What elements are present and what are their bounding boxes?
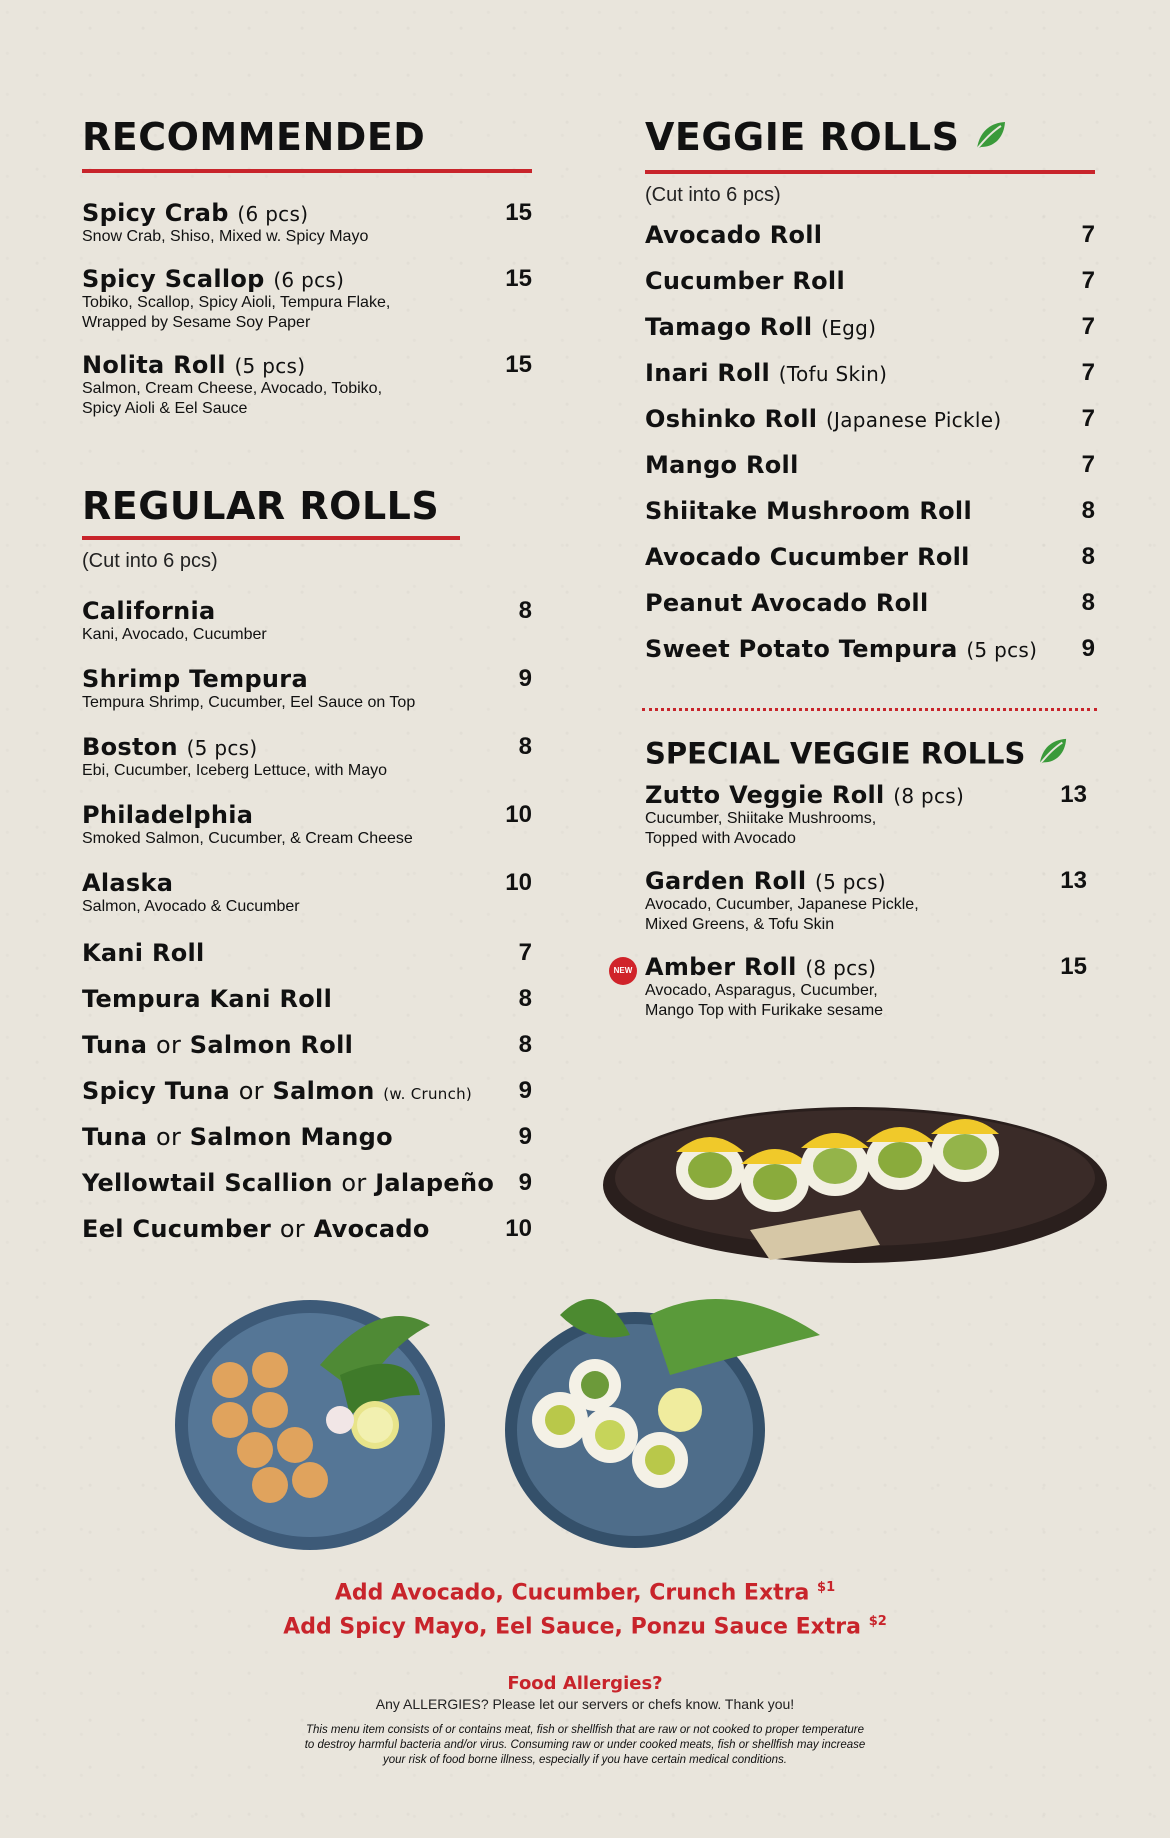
item-name: Shiitake Mushroom Roll xyxy=(645,496,972,525)
disclaimer: This menu item consists of or contains meat, fish or shellfish that are raw or not cooked to proper temperature to destroy harmful bacteria and/or virus. Consuming raw or under cooked meats, fish or shellfish may increase your risk of food borne illness, especially if you have certain medical conditions. xyxy=(304,1724,866,1766)
item-desc: Topped with Avocado xyxy=(645,830,796,847)
menu-item xyxy=(82,939,532,967)
item-name: Oshinko Roll xyxy=(645,404,818,433)
menu-item xyxy=(82,1031,532,1059)
menu-item xyxy=(82,985,532,1013)
item-size: (6 pcs) xyxy=(273,268,345,292)
item-name: Peanut Avocado Roll xyxy=(645,588,929,617)
item-name-a: Tuna xyxy=(82,1123,148,1151)
item-price: 15 xyxy=(505,265,532,292)
or-word: or xyxy=(155,1123,182,1151)
item-name: Sweet Potato Tempura xyxy=(645,634,958,663)
item-price: 10 xyxy=(505,801,532,828)
item-name-a: Yellowtail Scallion xyxy=(82,1169,333,1197)
item-price: 8 xyxy=(1081,542,1095,570)
item-size: (5 pcs) xyxy=(186,736,258,760)
item-desc: Snow Crab, Shiso, Mixed w. Spicy Mayo xyxy=(82,228,369,245)
menu-item xyxy=(82,597,532,645)
menu-item xyxy=(82,801,532,849)
item-size: (5 pcs) xyxy=(234,354,306,378)
item-desc: Mixed Greens, & Tofu Skin xyxy=(645,916,835,933)
or-word: or xyxy=(341,1169,367,1197)
divider xyxy=(82,536,460,540)
cut-note: (Cut into 6 pcs) xyxy=(82,550,218,572)
menu-item xyxy=(645,635,1095,663)
item-name-a: Eel Cucumber xyxy=(82,1215,272,1243)
item-price: 9 xyxy=(518,665,532,692)
item-name-a: Spicy Tuna xyxy=(82,1077,231,1105)
item-name-b: Jalapeño xyxy=(375,1169,495,1197)
menu-item xyxy=(82,1077,532,1105)
leaf-icon xyxy=(1036,736,1068,775)
extras-text: Add Avocado, Cucumber, Crunch Extra xyxy=(334,1580,810,1606)
item-name: Shrimp Tempura xyxy=(82,665,308,693)
item-price: 7 xyxy=(1081,450,1095,478)
item-name: Nolita Roll xyxy=(82,351,226,379)
extras-text: Add Spicy Mayo, Eel Sauce, Ponzu Sauce Extra xyxy=(283,1614,862,1640)
menu-item xyxy=(645,781,1095,849)
item-size: (8 pcs) xyxy=(805,956,877,980)
item-name: Kani Roll xyxy=(82,939,205,967)
item-size: (8 pcs) xyxy=(893,784,965,808)
menu-item xyxy=(82,351,532,419)
item-name-b: Salmon Roll xyxy=(189,1031,354,1059)
item-name: Alaska xyxy=(82,869,174,897)
item-name: Tamago Roll xyxy=(645,312,813,341)
menu-item xyxy=(613,953,1095,1021)
extras-line-2 xyxy=(0,1614,1170,1639)
divider xyxy=(82,169,532,173)
divider xyxy=(645,170,1095,174)
leaf-icon xyxy=(973,118,1007,162)
item-price: 8 xyxy=(518,985,532,1012)
item-size: (Egg) xyxy=(821,315,877,340)
menu-item xyxy=(82,733,532,781)
veggie-rolls-section xyxy=(645,115,1095,663)
allergy-text: Any ALLERGIES? Please let our servers or chefs know. Thank you! xyxy=(375,1696,795,1712)
item-name: Avocado Roll xyxy=(645,220,823,249)
item-name-a: Tuna xyxy=(82,1031,148,1059)
item-price: 13 xyxy=(1060,867,1087,894)
item-desc: Wrapped by Sesame Soy Paper xyxy=(82,314,311,331)
extras-price: $2 xyxy=(868,1614,887,1629)
menu-item xyxy=(82,665,532,713)
item-name-b: Salmon xyxy=(272,1077,375,1105)
item-name: Cucumber Roll xyxy=(645,266,845,295)
menu-item xyxy=(645,867,1095,935)
item-price: 15 xyxy=(505,351,532,378)
item-price: 7 xyxy=(518,939,532,966)
item-desc: Avocado, Cucumber, Japanese Pickle, xyxy=(645,896,919,913)
menu-item xyxy=(645,313,1095,341)
item-price: 10 xyxy=(505,1215,532,1242)
item-desc: Kani, Avocado, Cucumber xyxy=(82,626,267,643)
veggie-plate-photo xyxy=(500,1275,830,1559)
item-price: 8 xyxy=(518,733,532,760)
item-desc: Tempura Shrimp, Cucumber, Eel Sauce on Top xyxy=(82,694,416,711)
item-desc: Spicy Aioli & Eel Sauce xyxy=(82,400,248,417)
item-price: 9 xyxy=(518,1123,532,1150)
item-name: California xyxy=(82,597,216,625)
special-veggie-title: SPECIAL VEGGIE ROLLS xyxy=(645,736,1026,771)
item-name: Zutto Veggie Roll xyxy=(645,781,885,809)
item-name: Garden Roll xyxy=(645,867,807,895)
item-price: 15 xyxy=(1060,953,1087,980)
item-price: 7 xyxy=(1081,358,1095,386)
item-desc: Tobiko, Scallop, Spicy Aioli, Tempura Flake, xyxy=(82,294,391,311)
item-price: 8 xyxy=(1081,588,1095,616)
menu-item xyxy=(645,543,1095,571)
item-price: 8 xyxy=(518,597,532,624)
item-size: (5 pcs) xyxy=(815,870,886,894)
dotted-divider xyxy=(642,708,1097,711)
item-desc: Cucumber, Shiitake Mushrooms, xyxy=(645,810,877,827)
item-desc: Mango Top with Furikake sesame xyxy=(645,1002,884,1019)
recommended-title: RECOMMENDED xyxy=(82,115,426,159)
new-badge-icon: NEW xyxy=(609,957,637,985)
item-name: Avocado Cucumber Roll xyxy=(645,542,970,571)
item-name: Boston xyxy=(82,733,178,761)
menu-item xyxy=(645,221,1095,249)
item-price: 9 xyxy=(518,1169,532,1196)
cut-note: (Cut into 6 pcs) xyxy=(645,183,781,206)
or-word: or xyxy=(155,1031,182,1059)
item-name: Inari Roll xyxy=(645,358,771,387)
item-price: 8 xyxy=(1081,496,1095,524)
item-name: Amber Roll xyxy=(645,953,797,981)
regular-rolls-section xyxy=(82,484,532,1243)
item-price: 9 xyxy=(1081,634,1095,662)
mango-roll-photo xyxy=(600,1090,1110,1274)
item-name: Mango Roll xyxy=(645,450,799,479)
item-name-b: Avocado xyxy=(313,1215,430,1243)
menu-item xyxy=(645,451,1095,479)
item-price: 7 xyxy=(1081,266,1095,294)
item-name: Tempura Kani Roll xyxy=(82,985,333,1013)
item-desc: Ebi, Cucumber, Iceberg Lettuce, with Mayo xyxy=(82,762,388,779)
item-size: (w. Crunch) xyxy=(383,1085,473,1103)
item-name: Spicy Crab xyxy=(82,199,229,227)
item-size: (6 pcs) xyxy=(237,202,309,226)
extras-line-1 xyxy=(0,1580,1170,1605)
item-desc: Salmon, Cream Cheese, Avocado, Tobiko, xyxy=(82,380,383,397)
item-price: 13 xyxy=(1060,781,1087,808)
special-veggie-section xyxy=(613,736,1095,1021)
or-word: or xyxy=(238,1077,264,1105)
item-name: Spicy Scallop xyxy=(82,265,265,293)
item-price: 7 xyxy=(1081,404,1095,432)
menu-item xyxy=(82,869,532,917)
item-name: Philadelphia xyxy=(82,801,254,829)
menu-item xyxy=(645,497,1095,525)
recommended-section xyxy=(82,115,532,419)
item-price: 9 xyxy=(518,1077,532,1104)
item-price: 7 xyxy=(1081,220,1095,248)
item-size: (Japanese Pickle) xyxy=(825,407,1002,432)
allergy-title: Food Allergies? xyxy=(507,1673,663,1694)
menu-item xyxy=(82,265,532,333)
item-size: (5 pcs) xyxy=(966,637,1038,662)
item-desc: Avocado, Asparagus, Cucumber, xyxy=(645,982,878,999)
menu-item xyxy=(645,267,1095,295)
menu-item xyxy=(82,1123,532,1151)
item-desc: Salmon, Avocado & Cucumber xyxy=(82,898,300,915)
menu-item xyxy=(82,1215,532,1243)
menu-item xyxy=(82,199,532,247)
item-price: 8 xyxy=(518,1031,532,1058)
menu-item xyxy=(82,1169,532,1197)
regular-rolls-title: REGULAR ROLLS xyxy=(82,484,440,528)
item-price: 15 xyxy=(505,199,532,226)
menu-item xyxy=(645,405,1095,433)
item-size: (Tofu Skin) xyxy=(778,361,888,386)
extras-price: $1 xyxy=(817,1580,836,1595)
menu-item xyxy=(645,359,1095,387)
or-word: or xyxy=(279,1215,305,1243)
item-desc: Smoked Salmon, Cucumber, & Cream Cheese xyxy=(82,830,413,847)
roll-plate-photo xyxy=(170,1285,460,1559)
veggie-rolls-title: VEGGIE ROLLS xyxy=(645,115,960,159)
item-price: 10 xyxy=(505,869,532,896)
item-name-b: Salmon Mango xyxy=(189,1123,393,1151)
item-price: 7 xyxy=(1081,312,1095,340)
menu-item xyxy=(645,589,1095,617)
